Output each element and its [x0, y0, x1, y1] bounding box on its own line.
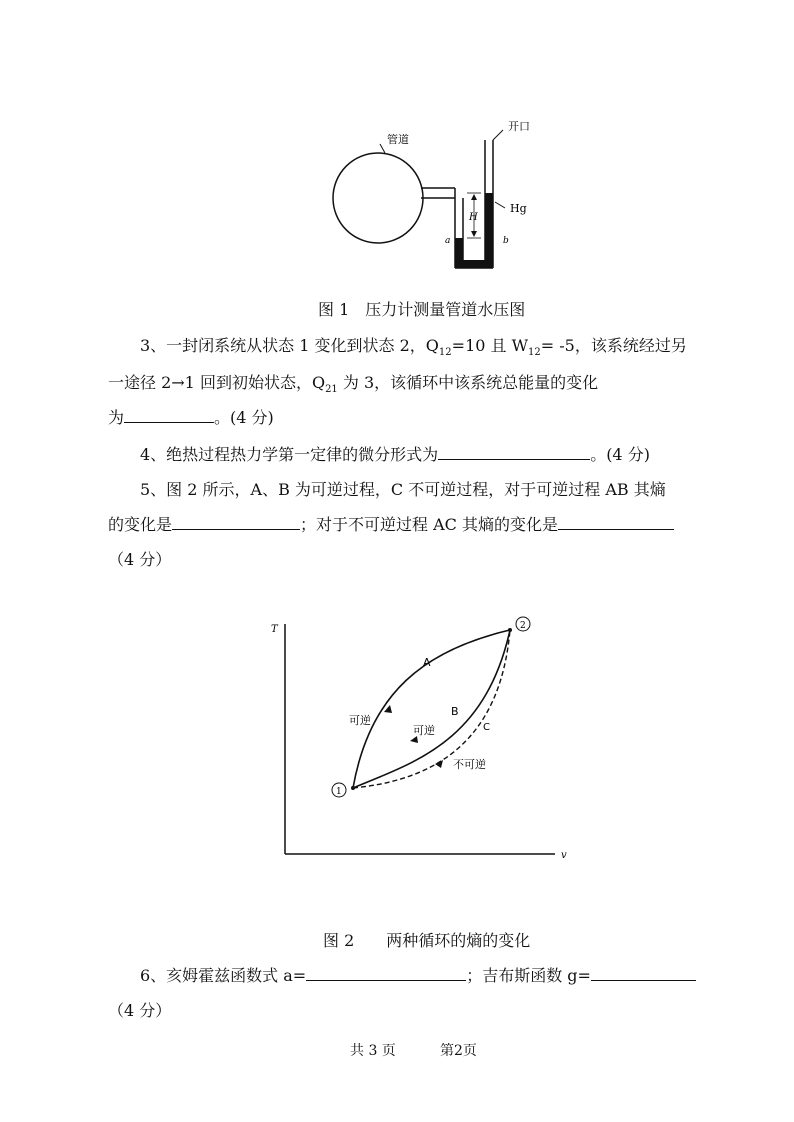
pipe-label: 管道	[387, 133, 409, 146]
h-label: H	[469, 212, 478, 223]
path-b	[353, 630, 510, 788]
state-2-label: 2	[520, 621, 526, 631]
label-reversible-a: 可逆	[349, 714, 371, 727]
footer-page-number: 第2页	[440, 1043, 477, 1059]
q4-line: 4、绝热过程热力学第一定律的微分形式为 。(4 分)	[140, 445, 650, 464]
label-a: A	[423, 656, 431, 669]
q5-line-3: （4 分）	[108, 550, 172, 569]
arrow-b	[410, 736, 418, 743]
t-axis-label: T	[271, 624, 278, 635]
q5-answer-blank-ab[interactable]	[172, 515, 300, 530]
q3-line-2: 一途径 2→1 回到初始状态，$Q_{21}$ 为 3，该循环中该系统总能量的变化	[108, 373, 599, 396]
path-c	[353, 630, 510, 788]
figure-1-caption: 图 1 压力计测量管道水压图	[318, 300, 526, 319]
q6-answer-blank-a[interactable]	[306, 966, 466, 981]
label-b: B	[451, 705, 459, 718]
q5-line-1: 5、图 2 所示，A、B 为可逆过程，C 不可逆过程，对于可逆过程 AB 其熵	[140, 480, 666, 499]
v-axis-label: v	[561, 850, 567, 861]
q5-line-2: 的变化是 ；对于不可逆过程 AC 其熵的变化是	[108, 512, 674, 535]
q3-line-3: 为 。(4 分)	[108, 408, 274, 427]
q5-answer-blank-ac[interactable]	[558, 515, 674, 530]
state-1-label: 1	[336, 787, 342, 797]
label-c: C	[483, 722, 490, 733]
q6-line-2: （4 分）	[108, 1001, 172, 1020]
pipe-circle	[333, 153, 423, 243]
b-label: b	[503, 236, 509, 246]
arrow-c	[435, 760, 443, 768]
label-reversible-b: 可逆	[413, 724, 435, 737]
label-irreversible: 不可逆	[453, 758, 486, 771]
hg-label: Hg	[510, 202, 527, 215]
figure-2-tv-diagram	[265, 612, 575, 867]
pipe-leader	[380, 144, 385, 153]
arrow-a	[384, 705, 392, 713]
figure-1-manometer	[325, 118, 555, 278]
path-a	[353, 630, 510, 788]
a-label: a	[445, 236, 451, 246]
q4-answer-blank[interactable]	[438, 445, 590, 460]
figure-2-caption: 图 2 两种循环的熵的变化	[323, 931, 531, 950]
q3-line-1: 3、一封闭系统从状态 1 变化到状态 2，$Q_{12}=10$ 且 $W_{12}= -5$，该系统经过另	[140, 336, 687, 359]
q6-line-1: 6、亥姆霍兹函数式 a= ；吉布斯函数 g=	[140, 963, 696, 986]
open-label: 开口	[508, 120, 530, 133]
q3-answer-blank[interactable]	[124, 408, 214, 423]
footer-total-pages: 共 3 页	[350, 1043, 396, 1059]
q6-answer-blank-g[interactable]	[591, 966, 696, 981]
